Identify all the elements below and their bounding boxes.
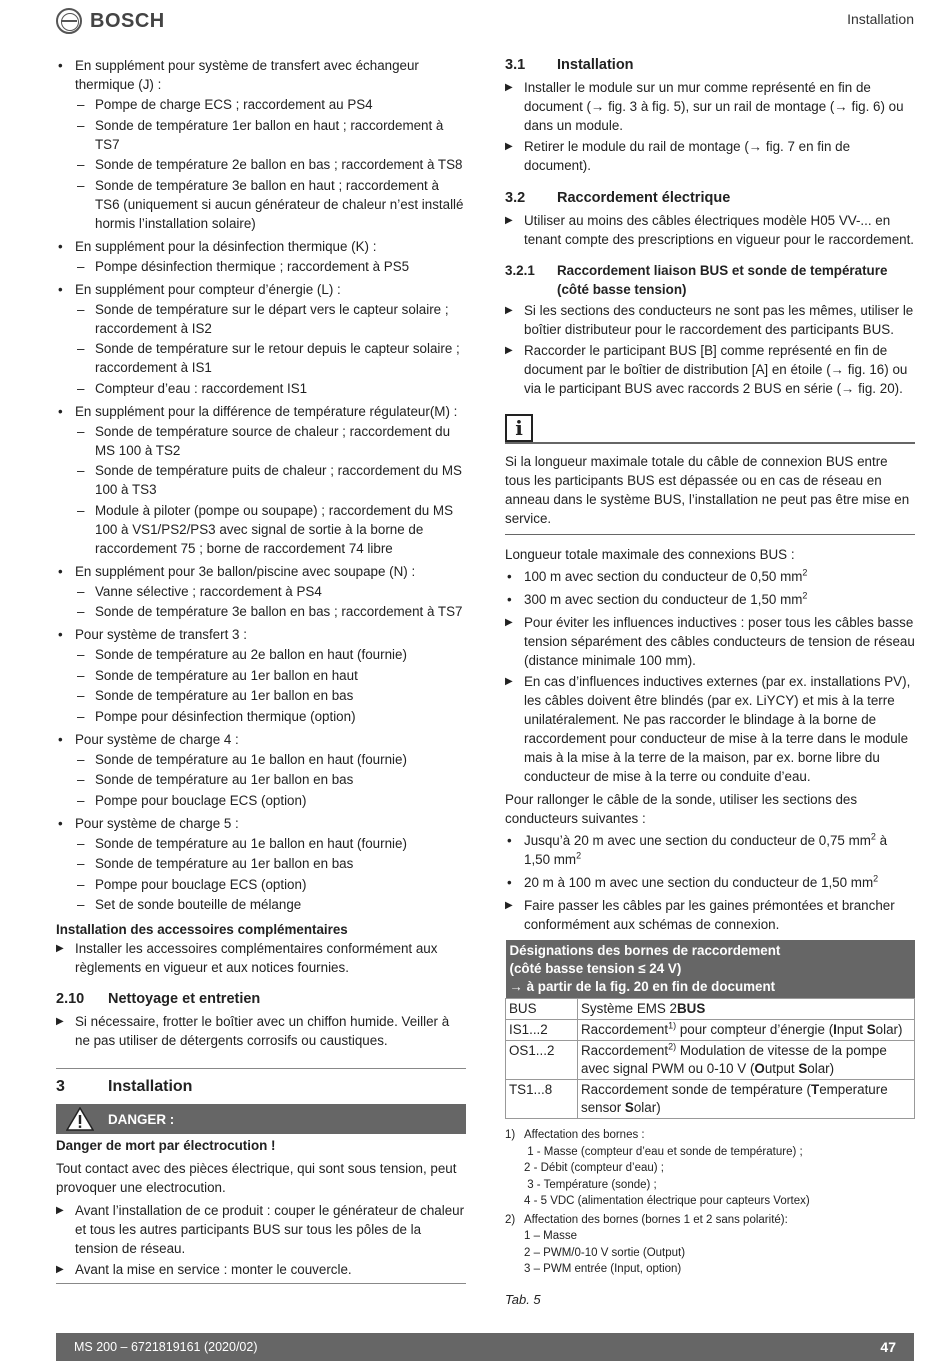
- bosch-armature-icon: [56, 8, 82, 34]
- list-item: • En supplément pour 3e ballon/piscine avec soupape (N) : – Vanne sélective ; raccordement à PS4 – Sonde de température 3e ballon en bas ; raccordement à TS7: [56, 562, 466, 622]
- accessories-heading: Installation des accessoires complémentaires: [56, 922, 348, 937]
- sub-list: [75, 582, 466, 622]
- info-icon: i: [505, 414, 533, 442]
- terminal-cell: BUS: [506, 999, 578, 1020]
- sub-list-item: – Sonde de température au 1er ballon en bas: [75, 854, 466, 873]
- section-number: 2.10: [56, 991, 85, 1007]
- list-item: • 20 m à 100 m avec une section du conducteur de 1,50 $mm^2$: [505, 873, 915, 892]
- section-number: 3.2: [505, 190, 526, 206]
- section-title: Raccordement électrique: [557, 190, 731, 206]
- bus-length-list: [505, 567, 915, 609]
- sub-list-item: – Vanne sélective ; raccordement à PS4: [75, 582, 466, 601]
- section-heading-3-2: [505, 189, 915, 208]
- sub-list: [75, 257, 466, 276]
- inductive-steps: [505, 613, 915, 786]
- accessory-list: [56, 56, 466, 914]
- installation-steps: [505, 78, 915, 175]
- step-item: ▶ Installer les accessoires complémentaires conformément aux règlements en vigueur et aux notices fournies.: [56, 939, 466, 977]
- chapter-number: 3: [56, 1078, 65, 1095]
- accessories-steps: [56, 939, 466, 977]
- section-number: 3.1: [505, 57, 526, 73]
- description-cell: Raccordement$^{1)}$ pour compteur d’énergie (Input Solar): [578, 1020, 915, 1041]
- chapter-heading-3: [56, 1077, 466, 1096]
- table-caption: Tab. 5: [505, 1291, 541, 1307]
- sub-list-item: – Sonde de température source de chaleur ; raccordement du MS 100 à TS2: [75, 422, 466, 460]
- extend-intro: Pour rallonger le câble de la sonde, utiliser les sections des conducteurs suivantes :: [505, 792, 858, 826]
- info-text: Si la longueur maximale totale du câble de connexion BUS entre tous les participants BUS est dépassée ou en cas de réseau en anneau dans le système BUS, l’installation ne peut pas être mise en service.: [505, 454, 910, 526]
- routing-steps: [505, 896, 915, 934]
- sub-list-item: – Sonde de température 3e ballon en haut ; raccordement à TS6 (uniquement si aucun générateur de chaleur n’est installé hormis l’installation solaire): [75, 176, 466, 233]
- sub-list-item: – Pompe de charge ECS ; raccordement au PS4: [75, 95, 466, 114]
- list-item: • 100 m avec section du conducteur de 0,50 $mm^2$: [505, 567, 915, 586]
- table-header-row: [506, 940, 915, 999]
- sub-list-item: – Sonde de température au 1er ballon en bas: [75, 770, 466, 789]
- step-item: ▶ Utiliser au moins des câbles électriques modèle H05 VV-... en tenant compte des prescriptions en vigueur pour le raccordement.: [505, 211, 915, 249]
- sub-list-item: – Module à piloter (pompe ou soupape) ; raccordement du MS 100 à VS1/PS2/PS3 avec signal de sortie à la borne de raccordement 75 ; borne de raccordement 74 libre: [75, 501, 466, 558]
- terminal-cell: TS1...8: [506, 1080, 578, 1119]
- list-item: • Jusqu’à 20 m avec une section du conducteur de 0,75 $mm^2$ à 1,50 $mm^2$: [505, 831, 915, 869]
- step-item: ▶ Installer le module sur un mur comme représenté en fin de document (→ fig. 3 à fig. 5), sur un rail de montage (→ fig. 6) ou dans un module.: [505, 78, 915, 135]
- sub-list-item: – Sonde de température 3e ballon en bas ; raccordement à TS7: [75, 602, 466, 621]
- sub-list-item: – Compteur d’eau : raccordement IS1: [75, 379, 466, 398]
- divider: [56, 1283, 466, 1284]
- sub-list-item: – Pompe pour bouclage ECS (option): [75, 875, 466, 894]
- sub-list-item: – Set de sonde bouteille de mélange: [75, 895, 466, 914]
- terminal-table: [505, 940, 915, 1119]
- sub-list: [75, 645, 466, 726]
- step-item: ▶ En cas d’influences inductives externes (par ex. installations PV), les câbles doivent être blindés (par ex. LiYCY) et mis à la terre unilatéralement. Ne pas raccorder le blindage à la borne de raccordement pour conducteur de mise à la terre dans le module mais à la mise à la terre de la maison, par ex. borne libre du conducteur de mise à la terre ou conduite d’eau.: [505, 672, 915, 786]
- step-item: ▶ Retirer le module du rail de montage (→ fig. 7 en fin de document).: [505, 137, 915, 175]
- sub-list-item: – Sonde de température au 1er ballon en bas: [75, 686, 466, 705]
- brand-name: BOSCH: [90, 9, 165, 32]
- danger-steps: [56, 1201, 466, 1279]
- sub-list-item: – Sonde de température au 1e ballon en haut (fournie): [75, 750, 466, 769]
- step-item: ▶ Faire passer les câbles par les gaines prémontées et brancher conformément aux schémas de connexion.: [505, 896, 915, 934]
- danger-heading: Danger de mort par électrocution !: [56, 1138, 276, 1153]
- sub-list-item: – Sonde de température 1er ballon en haut ; raccordement à TS7: [75, 116, 466, 154]
- sub-list-item: – Sonde de température sur le départ vers le capteur solaire ; raccordement à IS2: [75, 300, 466, 338]
- step-item: ▶ Si nécessaire, frotter le boîtier avec un chiffon humide. Veiller à ne pas utiliser de détergents corrosifs ou caustiques.: [56, 1012, 466, 1050]
- sub-list-item: – Sonde de température 2e ballon en bas ; raccordement à TS8: [75, 155, 466, 174]
- terminal-cell: IS1...2: [506, 1020, 578, 1041]
- list-item: • Pour système de charge 5 : – Sonde de température au 1e ballon en haut (fournie) – Sonde de température au 1er ballon en bas – Pompe pour bouclage ECS (option) – Set de sonde bouteille de mélange: [56, 814, 466, 915]
- sub-list-item: – Pompe pour désinfection thermique (option): [75, 707, 466, 726]
- list-item: • 300 m avec section du conducteur de 1,50 $mm^2$: [505, 590, 915, 609]
- bus-steps: [505, 301, 915, 398]
- description-cell: Raccordement$^{2)}$ Modulation de vitesse de la pompe avec signal PWM ou 0-10 V (Output Solar): [578, 1041, 915, 1080]
- list-item: • Pour système de transfert 3 : – Sonde de température au 2e ballon en haut (fournie) – Sonde de température au 1er ballon en haut – Sonde de température au 1er ballon en bas – Pompe pour désinfection thermique (option): [56, 625, 466, 726]
- sub-list: [75, 95, 466, 233]
- document-reference: MS 200 – 6721819161 (2020/02): [74, 1339, 258, 1354]
- section-heading-3-1: [505, 56, 915, 75]
- terminal-cell: OS1...2: [506, 1041, 578, 1080]
- page-footer: [56, 1333, 914, 1361]
- table-header: Désignations des bornes de raccordement (côté basse tension ≤ 24 V) → à partir de la fig. 20 en fin de document: [506, 940, 915, 999]
- list-item: • En supplément pour la différence de température régulateur(M) : – Sonde de température source de chaleur ; raccordement du MS 100 à TS2 – Sonde de température puits de chaleur ; raccordement du MS 100 à TS3 – Module à piloter (pompe ou soupape) ; raccordement du MS 100 à VS1/PS2/PS3 avec signal de sortie à la borne de raccordement 75 ; borne de raccordement 74 libre: [56, 402, 466, 558]
- section-title: Nettoyage et entretien: [108, 991, 261, 1007]
- brand-logo: [56, 8, 165, 34]
- list-item: • Pour système de charge 4 : – Sonde de température au 1e ballon en haut (fournie) – Sonde de température au 1er ballon en bas – Pompe pour bouclage ECS (option): [56, 730, 466, 810]
- step-item: ▶ Si les sections des conducteurs ne sont pas les mêmes, utiliser le boîtier distributeur pour le raccordement des participants BUS.: [505, 301, 915, 339]
- table-row: [506, 1020, 915, 1041]
- table-row: [506, 1080, 915, 1119]
- page-header: [0, 0, 950, 40]
- table-footnotes: [505, 1127, 915, 1278]
- step-item: ▶ Avant l’installation de ce produit : couper le générateur de chaleur et tous les autres participants BUS sur tous les pôles de la tension de réseau.: [56, 1201, 466, 1258]
- section-title: Installation: [557, 57, 634, 73]
- list-item: • En supplément pour la désinfection thermique (K) : – Pompe désinfection thermique ; raccordement à PS5: [56, 237, 466, 276]
- left-column: [56, 56, 466, 1284]
- sub-list-item: – Pompe pour bouclage ECS (option): [75, 791, 466, 810]
- list-item: • En supplément pour compteur d’énergie (L) : – Sonde de température sur le départ vers le capteur solaire ; raccordement à IS2 – Sonde de température sur le retour depuis le capteur solaire ; raccordement à IS1 – Compteur d’eau : raccordement IS1: [56, 280, 466, 398]
- danger-banner: [56, 1104, 466, 1134]
- sub-list: [75, 422, 466, 558]
- section-heading-2-10: [56, 990, 466, 1009]
- sub-list: [75, 300, 466, 398]
- extend-list: [505, 831, 915, 892]
- sub-list-item: – Sonde de température au 1er ballon en haut: [75, 666, 466, 685]
- footnote: 1) Affectation des bornes : 1 - Masse (compteur d’eau et sonde de température) ; 2 - Débit (compteur d’eau) ; 3 - Température (sonde) ; 4 - 5 VDC (alimentation électrique pour capteurs Vortex): [505, 1129, 810, 1207]
- list-item: • En supplément pour système de transfert avec échangeur thermique (J) : – Pompe de charge ECS ; raccordement au PS4 – Sonde de température 1er ballon en haut ; raccordement à TS7 – Sonde de température 2e ballon en bas ; raccordement à TS8 – Sonde de température 3e ballon en haut ; raccordement à TS6 (uniquement si aucun générateur de chaleur n’est installé hormis l’installation solaire): [56, 56, 466, 233]
- step-item: ▶ Raccorder le participant BUS [B] comme représenté en fin de document par le boîtier de distribution [A] en étoile (→ fig. 16) ou via le participant BUS avec raccords 2 BUS en série (→ fig. 20).: [505, 341, 915, 398]
- section-title: Installation: [847, 11, 914, 27]
- step-item: ▶ Pour éviter les influences inductives : poser tous les câbles basse tension séparément des câbles conducteurs de tension de réseau (distance minimale 100 mm).: [505, 613, 915, 670]
- step-item: ▶ Avant la mise en service : monter le couvercle.: [56, 1260, 466, 1279]
- description-cell: Raccordement sonde de température (Temperature sensor Solar): [578, 1080, 915, 1119]
- danger-text: Tout contact avec des pièces électrique, qui sont sous tension, peut provoquer une electrocution.: [56, 1161, 457, 1195]
- sub-list-item: – Sonde de température au 1e ballon en haut (fournie): [75, 834, 466, 853]
- danger-label: DANGER :: [108, 1111, 175, 1127]
- description-cell: Système EMS 2BUS: [578, 999, 915, 1020]
- sub-list-item: – Sonde de température au 2e ballon en haut (fournie): [75, 645, 466, 664]
- sub-list-item: – Pompe désinfection thermique ; raccordement à PS5: [75, 257, 466, 276]
- cleaning-steps: [56, 1012, 466, 1050]
- info-note: [505, 416, 915, 535]
- chapter-title: Installation: [108, 1078, 193, 1095]
- sub-list-item: – Sonde de température puits de chaleur ; raccordement du MS 100 à TS3: [75, 461, 466, 499]
- sub-list: [75, 834, 466, 915]
- warning-triangle-icon: [66, 1107, 94, 1131]
- section-title: Raccordement liaison BUS et sonde de température (côté basse tension): [557, 263, 888, 297]
- section-number: 3.2.1: [505, 263, 535, 278]
- sub-list: [75, 750, 466, 810]
- section-heading-3-2-1: [505, 261, 915, 299]
- page-number: 47: [880, 1338, 896, 1355]
- right-column: [505, 56, 915, 1309]
- divider: [56, 1068, 466, 1069]
- electrical-steps: [505, 211, 915, 249]
- table-row: [506, 999, 915, 1020]
- bus-length-intro: Longueur totale maximale des connexions BUS :: [505, 547, 795, 562]
- sub-list-item: – Sonde de température sur le retour depuis le capteur solaire ; raccordement à IS1: [75, 339, 466, 377]
- footnote: 2) Affectation des bornes (bornes 1 et 2 sans polarité): 1 – Masse 2 – PWM/0-10 V sortie (Output) 3 – PWM entrée (Input, option): [505, 1213, 788, 1275]
- table-row: [506, 1041, 915, 1080]
